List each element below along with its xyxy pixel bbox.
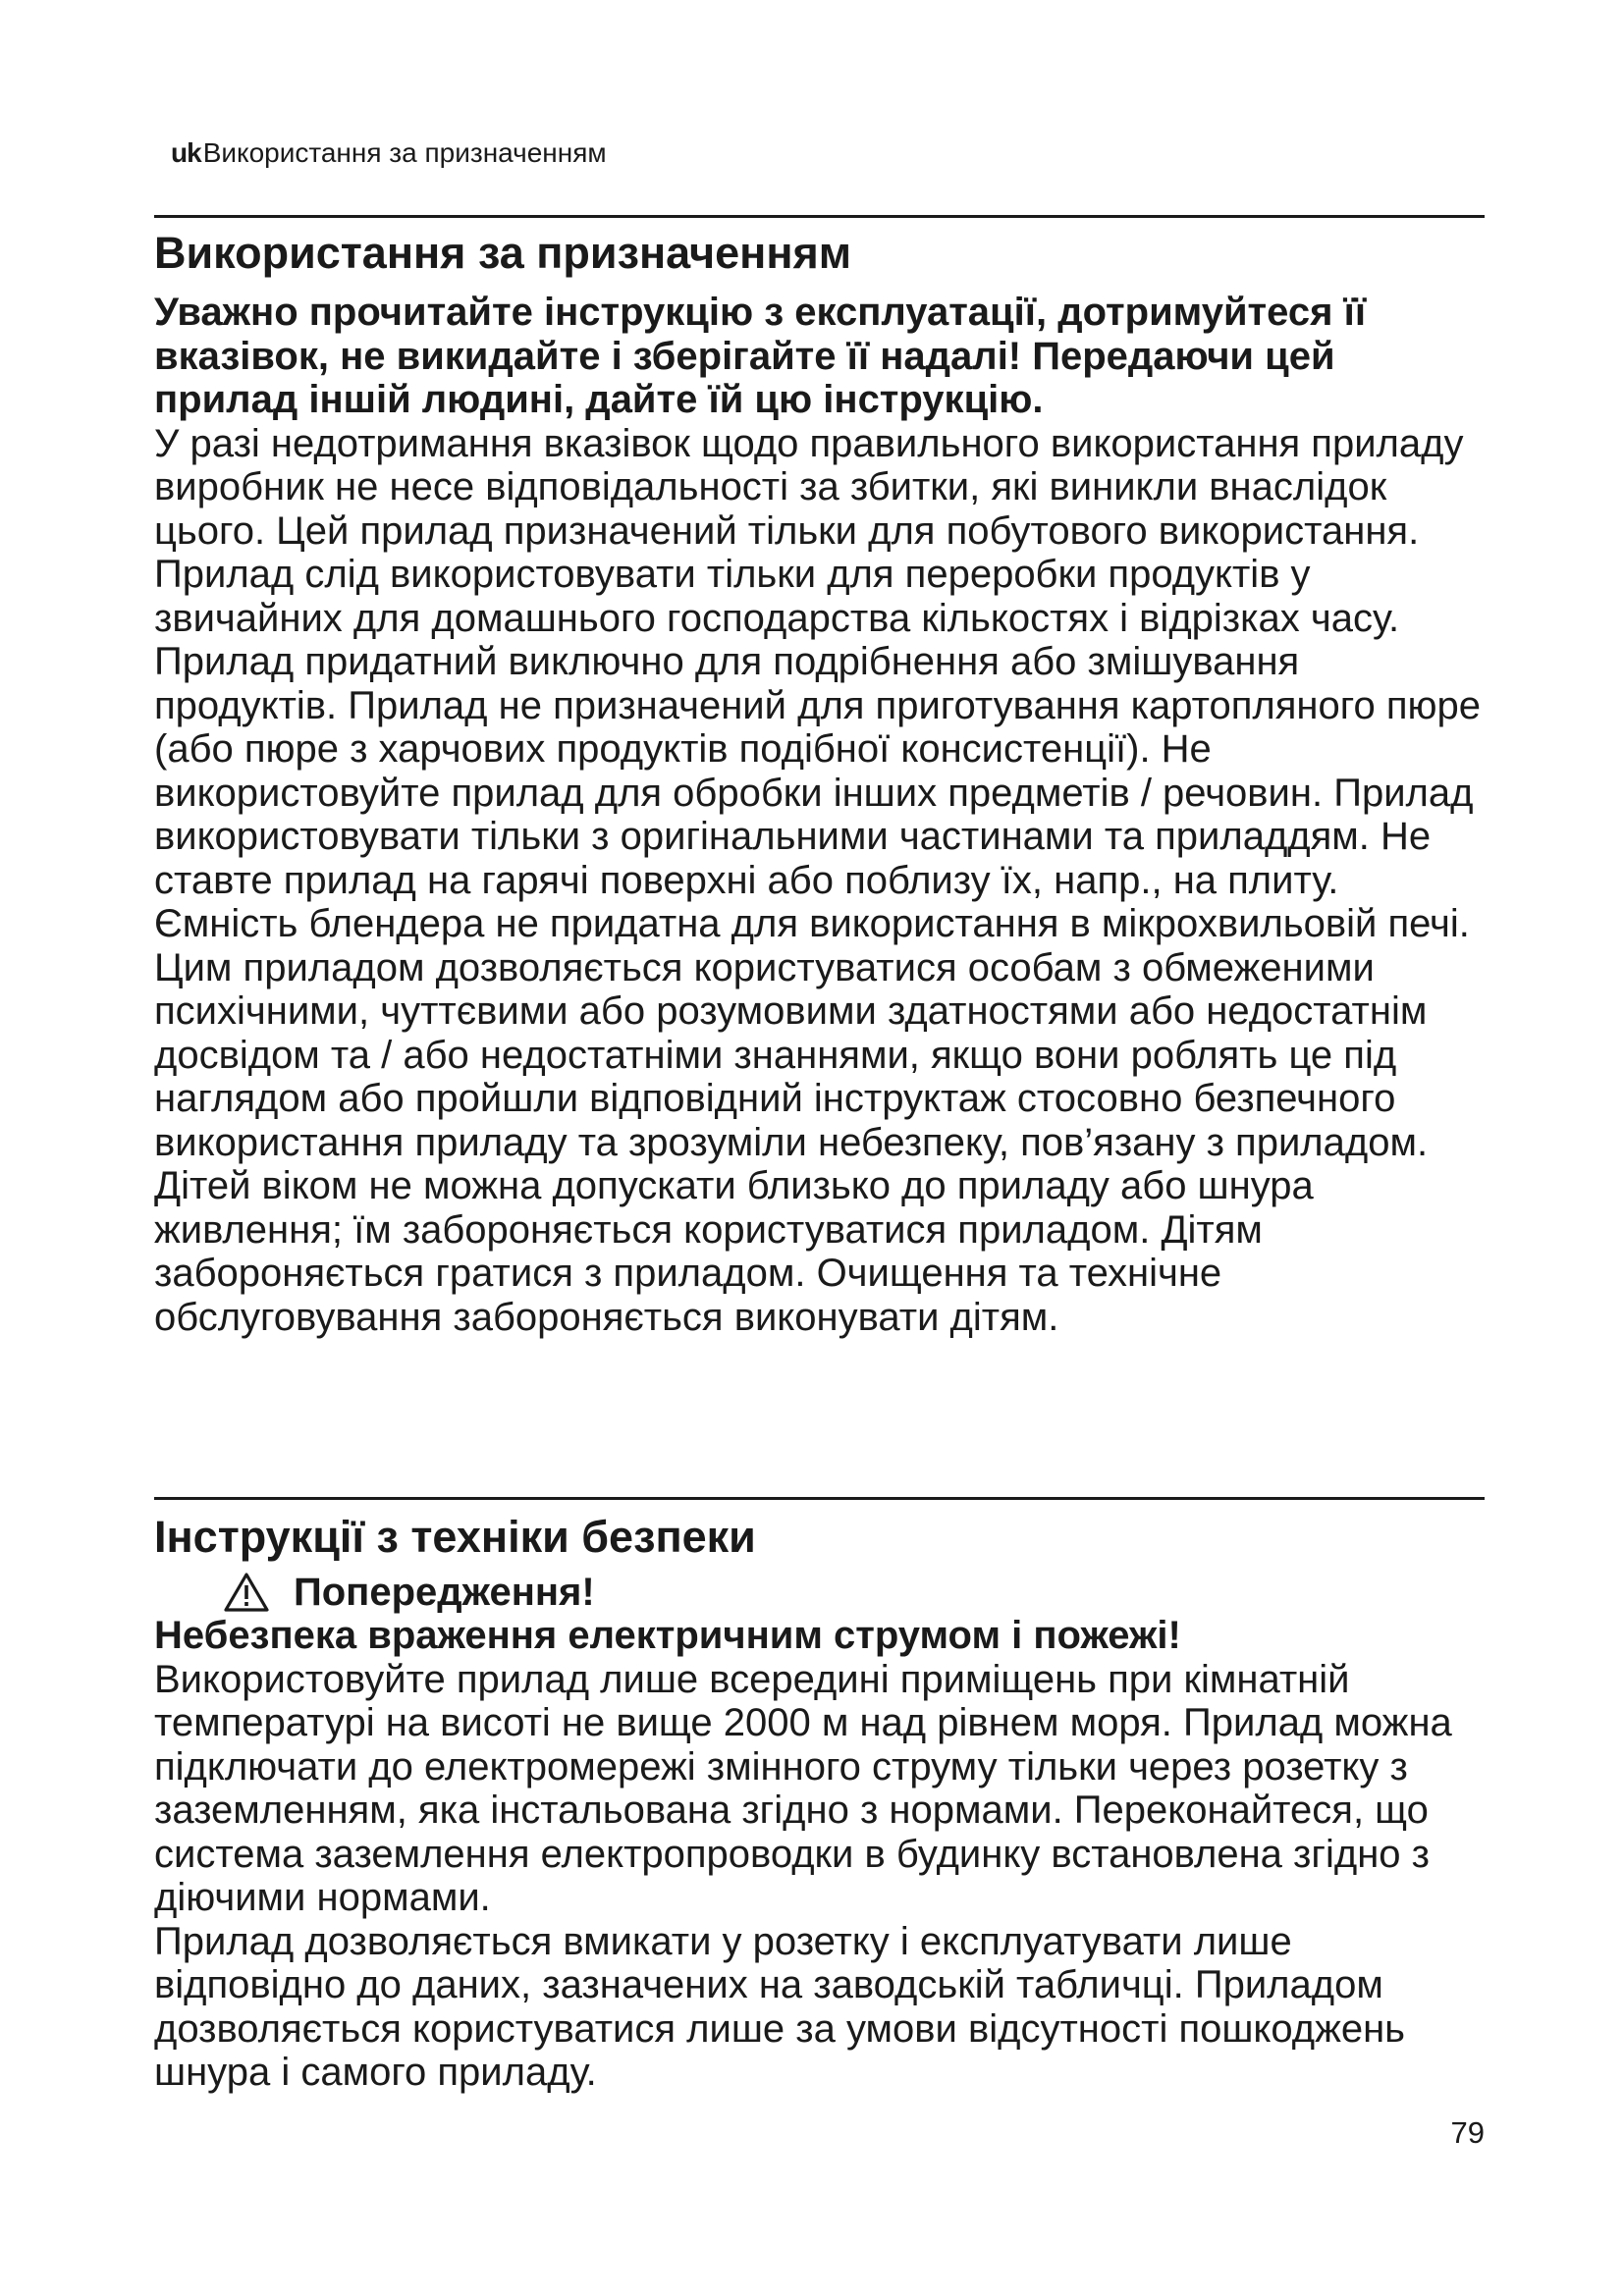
warning-label xyxy=(223,1571,1485,1614)
manual-page xyxy=(154,0,1485,2296)
section-heading: Використання за призначенням xyxy=(154,228,852,278)
section-divider xyxy=(154,1497,1485,1500)
body-paragraph: Прилад придатний виключно для подрібнення або змішування продуктів. Прилад не призначений для приготування картопляного пюре (або пюре з харчових продуктів подібної консистенції). Не використовуйте прилад для обробки інших предметів / речовин. Прилад використовувати тільки з оригінальними частинами та приладдям. Не ставте прилад на гарячі поверхні або поблизу їх, напр., на плиту. Ємність блендера не придатна для використання в мікрохвильовій печі. Цим приладом дозволяється користуватися особам з обмеженими психічними, чуттєвими або розумовими здатностями або недостатнім досвідом та / або недостатніми знаннями, якщо вони роблять це під наглядом або пройшли відповідний інструктаж стосовно безпечного використання приладу та зрозуміли небезпеку, пов’язану з приладом. Дітей віком не можна допускати близько до приладу або шнура живлення; їм забороняється користуватися приладом. Дітям забороняється гратися з приладом. Очищення та технічне обслуговування забороняється виконувати дітям. xyxy=(154,640,1481,1339)
language-code: uk xyxy=(171,137,201,168)
page-number: 79 xyxy=(1450,2115,1485,2150)
lead-paragraph: Уважно прочитайте інструкцію з експлуатації, дотримуйтеся її вказівок, не викидайте і зберігайте її надалі! Передаючи цей прилад іншій людині, дайте їй цю інструкцію. xyxy=(154,291,1367,421)
body-paragraph: Використовуйте прилад лише всередині приміщень при кімнатній температурі на висоті не вище 2000 м над рівнем моря. Прилад можна підключати до електромережі змінного струму тільки через розетку з заземленням, яка інстальована згідно з нормами. Переконайтеся, що система заземлення електропроводки в будинку встановлена згідно з діючими нормами. xyxy=(154,1657,1452,1919)
body-paragraph: У разі недотримання вказівок щодо правильного використання приладу виробник не несе відповідальності за збитки, які виникли внаслідок цього. Цей прилад призначений тільки для побутового використання. Прилад слід використовувати тільки для переробки продуктів у звичайних для домашнього господарства кількостях і відрізках часу. xyxy=(154,421,1464,640)
running-header xyxy=(171,137,607,169)
warning-triangle-icon xyxy=(223,1572,270,1613)
section-intended-use xyxy=(154,224,1485,1339)
running-header-title: Використання за призначенням xyxy=(202,137,607,168)
body-paragraph: Прилад дозволяється вмикати у розетку і експлуатувати лише відповідно до даних, зазначених на заводській табличці. Приладом дозволяється користуватися лише за умови відсутності пошкоджень шнура і самого приладу. xyxy=(154,1919,1406,2094)
warning-text: Попередження! xyxy=(294,1571,595,1614)
section-heading: Інструкції з техніки безпеки xyxy=(154,1512,756,1562)
section-safety xyxy=(154,1508,1485,2095)
section-divider xyxy=(154,215,1485,218)
danger-title: Небезпека враження електричним струмом і пожежі! xyxy=(154,1614,1181,1657)
